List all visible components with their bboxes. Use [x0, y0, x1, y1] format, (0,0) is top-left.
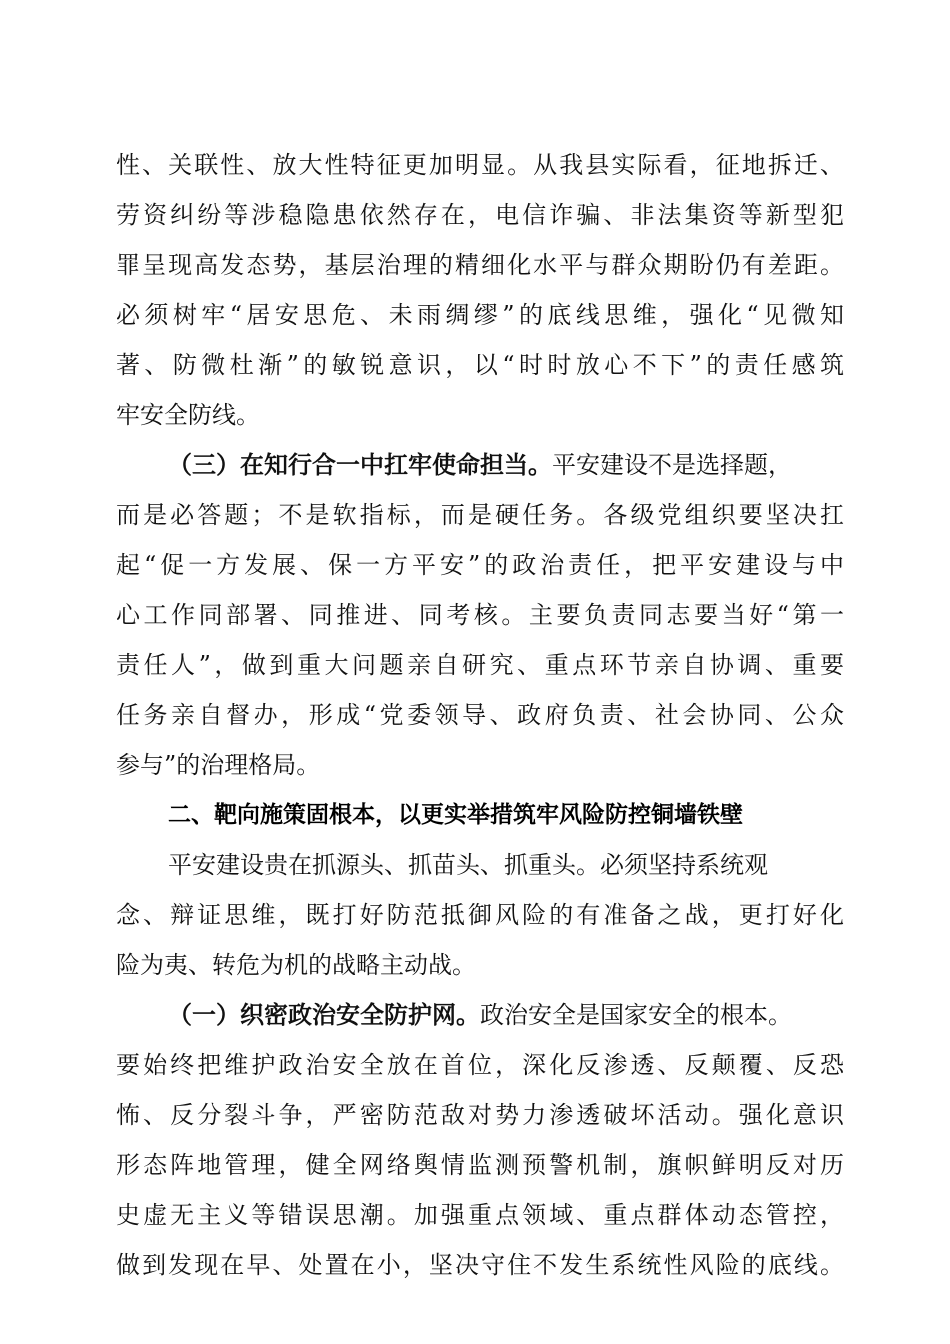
section-heading: 二、靶向施策固根本，以更实举措筑牢风险防控铜墙铁壁: [168, 802, 743, 828]
subsection-line: [116, 990, 844, 1040]
text-line: 史虚无主义等错误思潮。加强重点领域、重点群体动态管控，: [116, 1201, 844, 1229]
text-line: 心工作同部署、同推进、同考核。主要负责同志要当好“第一: [116, 601, 844, 629]
text-line: 怖、反分裂斗争，严密防范敌对势力渗透破坏活动。强化意识: [116, 1101, 844, 1129]
text-line: 牢安全防线。: [116, 401, 260, 429]
text-line: 做到发现在早、处置在小，坚决守住不发生系统性风险的底线。: [116, 1251, 844, 1279]
subsection-line: [116, 440, 844, 490]
text-line: 要始终把维护政治安全放在首位，深化反渗透、反颠覆、反恐: [116, 1051, 844, 1079]
text-line: 任务亲自督办，形成“党委领导、政府负责、社会协同、公众: [116, 701, 844, 729]
text-line: 著、防微杜渐”的敏锐意识，以“时时放心不下”的责任感筑: [116, 351, 844, 379]
subsection-title: （一）织密政治安全防护网。: [168, 1000, 480, 1029]
text-line: 念、辩证思维，既打好防范抵御风险的有准备之战，更打好化: [116, 901, 844, 929]
text-line: 而是必答题；不是软指标，而是硬任务。各级党组织要坚决扛: [116, 501, 844, 529]
text-line: 劳资纠纷等涉稳隐患依然存在，电信诈骗、非法集资等新型犯: [116, 201, 844, 229]
text-line: 责任人”，做到重大问题亲自研究、重点环节亲自协调、重要: [116, 651, 844, 679]
text-span: 平安建设不是选择题，: [552, 451, 792, 479]
text-line: 平安建设贵在抓源头、抓苗头、抓重头。必须坚持系统观: [168, 851, 768, 879]
subsection-title: （三）在知行合一中扛牢使命担当。: [168, 450, 552, 479]
text-span: 政治安全是国家安全的根本。: [480, 1001, 792, 1029]
text-line: 性、关联性、放大性特征更加明显。从我县实际看，征地拆迁、: [116, 151, 844, 179]
text-line: 必须树牢“居安思危、未雨绸缪”的底线思维，强化“见微知: [116, 301, 844, 329]
text-line: 罪呈现高发态势，基层治理的精细化水平与群众期盼仍有差距。: [116, 251, 844, 279]
text-line: 形态阵地管理，健全网络舆情监测预警机制，旗帜鲜明反对历: [116, 1151, 844, 1179]
text-line: 起“促一方发展、保一方平安”的政治责任，把平安建设与中: [116, 551, 844, 579]
text-line: 险为夷、转危为机的战略主动战。: [116, 951, 476, 979]
document-body: [116, 140, 844, 1290]
text-line: 参与”的治理格局。: [116, 751, 321, 779]
